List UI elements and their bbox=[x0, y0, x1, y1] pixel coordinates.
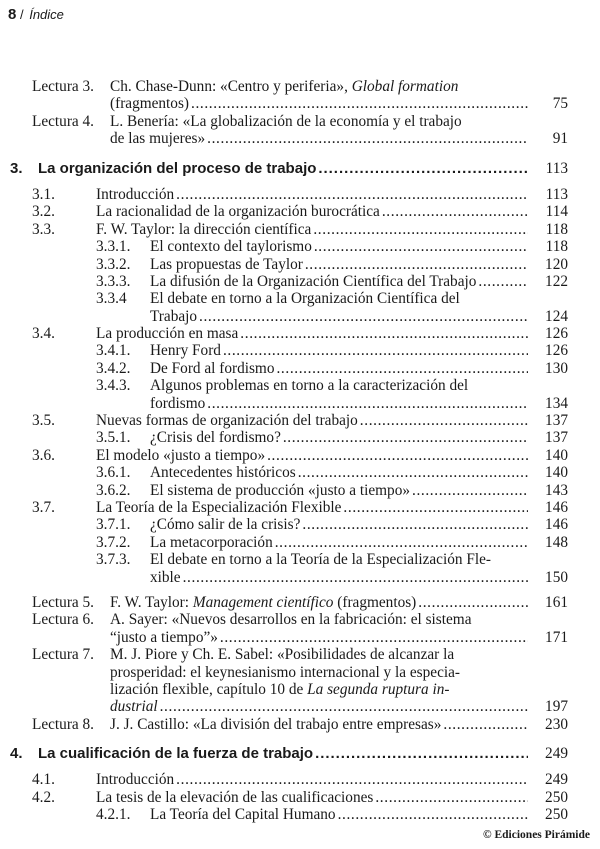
title-segment: La cualificación de la fuerza de trabajo bbox=[38, 745, 314, 763]
toc-page-number: 137 bbox=[545, 429, 568, 447]
toc-page-number: 249 bbox=[545, 771, 568, 789]
dot-leader bbox=[176, 771, 528, 788]
dot-leader bbox=[315, 745, 528, 762]
toc-title bbox=[96, 499, 528, 516]
toc-entry-sub[interactable] bbox=[0, 238, 600, 255]
toc-title bbox=[96, 203, 528, 220]
toc-number: Lectura 5. bbox=[32, 593, 95, 611]
toc-entry-lectura[interactable] bbox=[0, 113, 600, 148]
title-segment: La producción en masa bbox=[96, 325, 239, 343]
toc-title bbox=[110, 611, 528, 628]
toc-line bbox=[0, 464, 600, 481]
toc-page-number: 171 bbox=[545, 628, 568, 646]
publisher-footer: © Ediciones Pirámide bbox=[483, 829, 590, 841]
toc-entry-sub[interactable] bbox=[0, 429, 600, 446]
toc-entry-section[interactable] bbox=[0, 221, 600, 238]
toc-title-text bbox=[96, 412, 358, 429]
toc-line bbox=[0, 78, 600, 95]
toc-title-text bbox=[96, 447, 265, 464]
toc-line bbox=[0, 308, 600, 325]
running-header bbox=[8, 6, 64, 23]
toc-title-text bbox=[110, 716, 441, 733]
toc-title bbox=[150, 238, 528, 255]
dot-leader bbox=[176, 186, 528, 203]
toc-title bbox=[38, 160, 528, 177]
toc-number: 3.3.3. bbox=[96, 272, 131, 290]
toc-title bbox=[96, 771, 528, 788]
toc-entry-sub[interactable] bbox=[0, 342, 600, 359]
toc-title bbox=[150, 290, 528, 307]
toc-number: Lectura 8. bbox=[32, 715, 95, 733]
toc-number: 3.2. bbox=[32, 203, 55, 221]
dot-leader bbox=[443, 716, 528, 733]
dot-leader bbox=[267, 447, 528, 464]
toc-title-text bbox=[96, 203, 380, 220]
toc-line bbox=[0, 412, 600, 429]
toc-entry-section[interactable] bbox=[0, 186, 600, 203]
toc-number: 3.4.1. bbox=[96, 342, 131, 360]
title-segment: F. W. Taylor: bbox=[110, 593, 193, 611]
toc-page-number: 126 bbox=[545, 342, 568, 360]
dot-leader bbox=[183, 569, 528, 586]
title-segment: La Teoría del Capital Humano bbox=[150, 806, 336, 824]
dot-leader bbox=[314, 238, 528, 255]
dot-leader bbox=[318, 160, 528, 177]
dot-leader bbox=[275, 534, 528, 551]
toc-line bbox=[0, 290, 600, 307]
toc-line bbox=[0, 447, 600, 464]
toc-entry-sub[interactable] bbox=[0, 377, 600, 412]
title-segment: Introducción bbox=[96, 771, 175, 789]
toc-entry-sub[interactable] bbox=[0, 464, 600, 481]
toc-line bbox=[0, 534, 600, 551]
dot-leader bbox=[338, 806, 528, 823]
title-segment: Global formation bbox=[351, 78, 459, 95]
toc-entry-sub[interactable] bbox=[0, 806, 600, 823]
title-segment: Ch. Chase-Dunn: «Centro y periferia», bbox=[110, 78, 352, 95]
toc-line bbox=[0, 806, 600, 823]
toc-number: Lectura 7. bbox=[32, 646, 95, 664]
toc-number: Lectura 3. bbox=[32, 78, 95, 95]
toc-page-number: 126 bbox=[545, 325, 568, 343]
toc-number: Lectura 6. bbox=[32, 611, 95, 629]
dot-leader bbox=[160, 698, 528, 715]
toc-line bbox=[0, 716, 600, 733]
toc-line bbox=[0, 499, 600, 516]
toc-line bbox=[0, 789, 600, 806]
toc-line bbox=[0, 482, 600, 499]
toc-title-text bbox=[150, 395, 205, 412]
toc-page-number: 134 bbox=[545, 394, 568, 412]
toc-title bbox=[150, 806, 528, 823]
dot-leader bbox=[305, 256, 528, 273]
toc-line bbox=[0, 203, 600, 220]
toc-line bbox=[0, 551, 600, 568]
toc-page-number: 118 bbox=[545, 220, 568, 238]
toc-number: 3.3. bbox=[32, 220, 55, 238]
toc-line bbox=[0, 646, 600, 663]
toc-title bbox=[110, 716, 528, 733]
title-segment: De Ford al fordismo bbox=[150, 359, 275, 377]
toc-line bbox=[0, 221, 600, 238]
title-segment: F. W. Taylor: la dirección científica bbox=[96, 220, 312, 238]
title-segment: La segunda ruptura in- bbox=[307, 680, 450, 698]
dot-leader bbox=[191, 95, 528, 112]
title-segment: Trabajo bbox=[150, 307, 198, 325]
title-segment: El modelo «justo a tiempo» bbox=[96, 446, 266, 464]
toc-line bbox=[0, 611, 600, 628]
toc-line bbox=[0, 377, 600, 394]
dot-leader bbox=[418, 594, 528, 611]
toc-page-number: 250 bbox=[545, 806, 568, 824]
toc-line bbox=[0, 342, 600, 359]
toc-page-number: 120 bbox=[545, 255, 568, 273]
toc-line bbox=[0, 745, 600, 762]
header-separator: / bbox=[19, 7, 24, 22]
toc-title bbox=[96, 412, 528, 429]
dot-leader bbox=[313, 221, 528, 238]
toc-title-text bbox=[96, 186, 174, 203]
toc-entry-section[interactable] bbox=[0, 325, 600, 342]
toc-entry-chapter[interactable] bbox=[0, 160, 600, 177]
toc-title-text bbox=[96, 499, 341, 516]
toc-title bbox=[150, 464, 528, 481]
toc-title-text bbox=[96, 221, 311, 238]
title-segment: La metacorporación bbox=[150, 533, 273, 551]
title-segment: La organización del proceso de trabajo bbox=[38, 159, 317, 177]
toc-line bbox=[0, 698, 600, 715]
toc-title bbox=[96, 186, 528, 203]
dot-leader bbox=[360, 412, 528, 429]
toc-title bbox=[110, 698, 528, 715]
toc-title bbox=[150, 377, 528, 394]
toc-title-text bbox=[150, 569, 181, 586]
toc-line bbox=[0, 273, 600, 290]
title-segment: Las propuestas de Taylor bbox=[150, 255, 303, 273]
title-segment: A. Sayer: «Nuevos desarrollos en la fabricación: el sistema bbox=[110, 611, 472, 629]
toc-entry-section[interactable] bbox=[0, 447, 600, 464]
title-segment: Introducción bbox=[96, 185, 175, 203]
toc-title-text bbox=[110, 698, 158, 715]
toc-number: 3.1. bbox=[32, 185, 55, 203]
toc-title-text bbox=[150, 516, 300, 533]
toc-title-text bbox=[110, 629, 218, 646]
dot-leader bbox=[276, 360, 528, 377]
toc-page-number: 161 bbox=[545, 593, 568, 611]
toc-line bbox=[0, 325, 600, 342]
toc-title bbox=[150, 534, 528, 551]
toc-title bbox=[150, 395, 528, 412]
toc-line bbox=[0, 113, 600, 130]
toc-title bbox=[150, 551, 528, 568]
toc-title bbox=[150, 256, 528, 273]
toc-number: 3.7. bbox=[32, 498, 55, 516]
toc-title bbox=[110, 646, 528, 663]
title-segment: Algunos problemas en torno a la caracterización del bbox=[150, 377, 469, 395]
toc-number: 3.4.2. bbox=[96, 359, 131, 377]
toc-entry-sub[interactable] bbox=[0, 290, 600, 325]
toc-title-text bbox=[96, 789, 373, 806]
dot-leader bbox=[199, 308, 528, 325]
toc-line bbox=[0, 256, 600, 273]
toc-title-text bbox=[150, 534, 273, 551]
toc-line bbox=[0, 160, 600, 177]
toc-number: 3.7.3. bbox=[96, 551, 131, 569]
title-segment: dustrial bbox=[110, 698, 158, 716]
toc-number: 3.6.1. bbox=[96, 464, 131, 482]
title-segment: El debate en torno a la Organización Científica del bbox=[150, 290, 460, 308]
title-segment: La Teoría de la Especialización Flexible bbox=[96, 498, 342, 516]
toc-line bbox=[0, 429, 600, 446]
toc-title-text bbox=[96, 771, 174, 788]
toc-number: 3.6. bbox=[32, 446, 55, 464]
toc-line bbox=[0, 95, 600, 112]
toc-title-text bbox=[38, 745, 313, 762]
toc-line bbox=[0, 664, 600, 681]
toc-number: 3.5. bbox=[32, 412, 55, 430]
toc-page-number: 124 bbox=[545, 307, 568, 325]
toc-title-text bbox=[150, 342, 221, 359]
toc-number: 4.2.1. bbox=[96, 806, 131, 824]
toc-title-text bbox=[150, 464, 296, 481]
toc-title bbox=[150, 569, 528, 586]
toc-page-number: 249 bbox=[545, 745, 568, 763]
toc-page-number: 91 bbox=[552, 130, 568, 148]
dot-leader bbox=[207, 130, 528, 147]
toc-title bbox=[96, 789, 528, 806]
toc-entry-section[interactable] bbox=[0, 203, 600, 220]
toc-title bbox=[110, 664, 528, 681]
title-segment: (fragmentos) bbox=[333, 593, 417, 611]
toc-line bbox=[0, 569, 600, 586]
toc-title bbox=[110, 594, 528, 611]
toc-number: 3.7.1. bbox=[96, 516, 131, 534]
toc-entry-sub[interactable] bbox=[0, 360, 600, 377]
toc-page-number: 137 bbox=[545, 412, 568, 430]
title-segment: El debate en torno a la Teoría de la Especialización Fle- bbox=[150, 551, 491, 569]
toc-entry-section[interactable] bbox=[0, 771, 600, 788]
dot-leader bbox=[223, 342, 528, 359]
toc-title-text bbox=[96, 325, 238, 342]
title-segment: fordismo bbox=[150, 394, 206, 412]
toc-page-number: 146 bbox=[545, 498, 568, 516]
toc-entry-sub[interactable] bbox=[0, 256, 600, 273]
toc-title bbox=[96, 447, 528, 464]
title-segment: lización flexible, capítulo 10 de bbox=[110, 680, 308, 698]
title-segment: de las mujeres» bbox=[110, 130, 206, 148]
toc-title bbox=[150, 273, 528, 290]
toc-entry-section[interactable] bbox=[0, 412, 600, 429]
dot-leader bbox=[283, 429, 528, 446]
toc-title bbox=[110, 629, 528, 646]
toc-title bbox=[110, 681, 528, 698]
toc-entry-lectura[interactable] bbox=[0, 646, 600, 716]
toc-entry-lectura[interactable] bbox=[0, 611, 600, 646]
toc-title bbox=[110, 95, 528, 112]
toc-entry-section[interactable] bbox=[0, 499, 600, 516]
toc-line bbox=[0, 771, 600, 788]
toc-page-number: 148 bbox=[545, 533, 568, 551]
toc-line bbox=[0, 360, 600, 377]
table-of-contents bbox=[0, 78, 600, 824]
title-segment: Management científico bbox=[192, 593, 334, 611]
toc-line bbox=[0, 516, 600, 533]
toc-number: 3. bbox=[10, 159, 23, 177]
toc-page-number: 113 bbox=[545, 185, 568, 203]
toc-title bbox=[110, 113, 528, 130]
title-segment: xible bbox=[150, 568, 181, 586]
toc-line bbox=[0, 238, 600, 255]
toc-title-text bbox=[150, 256, 303, 273]
toc-title bbox=[38, 745, 528, 762]
toc-page-number: 140 bbox=[545, 446, 568, 464]
toc-number: 4.1. bbox=[32, 771, 55, 789]
toc-title-text bbox=[150, 308, 197, 325]
toc-page-number: 230 bbox=[545, 715, 568, 733]
title-segment: M. J. Piore y Ch. E. Sabel: «Posibilidades de alcanzar la bbox=[110, 646, 455, 664]
toc-title bbox=[96, 221, 528, 238]
title-segment: Nuevas formas de organización del trabajo bbox=[96, 412, 358, 430]
toc-title bbox=[150, 429, 528, 446]
dot-leader bbox=[207, 395, 528, 412]
toc-page-number: 113 bbox=[545, 159, 568, 177]
dot-leader bbox=[478, 273, 528, 290]
toc-title-text bbox=[150, 273, 476, 290]
dot-leader bbox=[382, 203, 528, 220]
toc-page-number: 150 bbox=[545, 568, 568, 586]
title-segment: (fragmentos) bbox=[110, 95, 190, 113]
toc-page-number: 143 bbox=[545, 481, 568, 499]
toc-entry-lectura[interactable] bbox=[0, 78, 600, 113]
toc-number: 3.5.1. bbox=[96, 429, 131, 447]
toc-title bbox=[110, 78, 528, 95]
toc-entry-lectura[interactable] bbox=[0, 594, 600, 611]
toc-title-text bbox=[38, 160, 316, 177]
header-section: Índice bbox=[29, 7, 64, 22]
toc-line bbox=[0, 130, 600, 147]
dot-leader bbox=[220, 629, 528, 646]
title-segment: El sistema de producción «justo a tiempo» bbox=[150, 481, 410, 499]
toc-number: 3.7.2. bbox=[96, 533, 131, 551]
toc-title bbox=[150, 342, 528, 359]
toc-title bbox=[150, 516, 528, 533]
title-segment: L. Benería: «La globalización de la economía y el trabajo bbox=[110, 112, 462, 130]
toc-entry-sub[interactable] bbox=[0, 516, 600, 533]
toc-line bbox=[0, 186, 600, 203]
toc-line bbox=[0, 629, 600, 646]
toc-title-text bbox=[150, 482, 410, 499]
toc-entry-lectura[interactable] bbox=[0, 716, 600, 733]
toc-title-text bbox=[110, 95, 189, 112]
toc-title-text bbox=[150, 429, 281, 446]
toc-entry-section[interactable] bbox=[0, 789, 600, 806]
toc-title-text bbox=[110, 130, 205, 147]
dot-leader bbox=[302, 516, 528, 533]
toc-page-number: 118 bbox=[545, 238, 568, 256]
toc-title-text bbox=[150, 806, 336, 823]
toc-page-number: 250 bbox=[545, 788, 568, 806]
toc-title bbox=[150, 482, 528, 499]
toc-entry-sub[interactable] bbox=[0, 551, 600, 586]
toc-number: 4. bbox=[10, 745, 23, 763]
toc-number: 3.3.1. bbox=[96, 238, 131, 256]
dot-leader bbox=[412, 482, 528, 499]
toc-line bbox=[0, 395, 600, 412]
dot-leader bbox=[240, 325, 528, 342]
title-segment: La racionalidad de la organización burocrática bbox=[96, 203, 380, 221]
toc-page-number: 75 bbox=[552, 95, 568, 113]
title-segment: ¿Crisis del fordismo? bbox=[150, 429, 281, 447]
toc-number: Lectura 4. bbox=[32, 112, 95, 130]
dot-leader bbox=[343, 499, 528, 516]
toc-line bbox=[0, 681, 600, 698]
toc-page-number: 197 bbox=[545, 698, 568, 716]
page-number: 8 bbox=[8, 6, 17, 23]
toc-number: 3.4. bbox=[32, 325, 55, 343]
title-segment: “justo a tiempo”» bbox=[110, 628, 218, 646]
toc-entry-sub[interactable] bbox=[0, 273, 600, 290]
toc-title-text bbox=[110, 594, 416, 611]
title-segment: ¿Cómo salir de la crisis? bbox=[150, 516, 301, 534]
dot-leader bbox=[298, 464, 528, 481]
toc-page-number: 130 bbox=[545, 359, 568, 377]
toc-title bbox=[150, 360, 528, 377]
title-segment: Henry Ford bbox=[150, 342, 221, 360]
toc-page-number: 122 bbox=[545, 272, 568, 290]
toc-page-number: 140 bbox=[545, 464, 568, 482]
toc-entry-chapter[interactable] bbox=[0, 745, 600, 762]
toc-number: 3.6.2. bbox=[96, 481, 131, 499]
toc-entry-sub[interactable] bbox=[0, 534, 600, 551]
toc-number: 3.3.2. bbox=[96, 255, 131, 273]
toc-page-number: 146 bbox=[545, 516, 568, 534]
title-segment: La tesis de la elevación de las cualificaciones bbox=[96, 788, 374, 806]
toc-entry-sub[interactable] bbox=[0, 482, 600, 499]
toc-number: 4.2. bbox=[32, 788, 55, 806]
toc-number: 3.3.4 bbox=[96, 290, 127, 308]
title-segment: J. J. Castillo: «La división del trabajo entre empresas» bbox=[110, 715, 442, 733]
title-segment: prosperidad: el keynesianismo internacional y la especia- bbox=[110, 663, 460, 681]
title-segment: Antecedentes históricos bbox=[150, 464, 296, 482]
toc-title bbox=[150, 308, 528, 325]
toc-number: 3.4.3. bbox=[96, 377, 131, 395]
title-segment: La difusión de la Organización Científica del Trabajo bbox=[150, 272, 477, 290]
dot-leader bbox=[375, 789, 528, 806]
toc-title bbox=[110, 130, 528, 147]
toc-line bbox=[0, 594, 600, 611]
toc-title bbox=[96, 325, 528, 342]
toc-title-text bbox=[150, 360, 274, 377]
title-segment: El contexto del taylorismo bbox=[150, 238, 312, 256]
toc-title-text bbox=[150, 238, 312, 255]
toc-page-number: 114 bbox=[545, 203, 568, 221]
